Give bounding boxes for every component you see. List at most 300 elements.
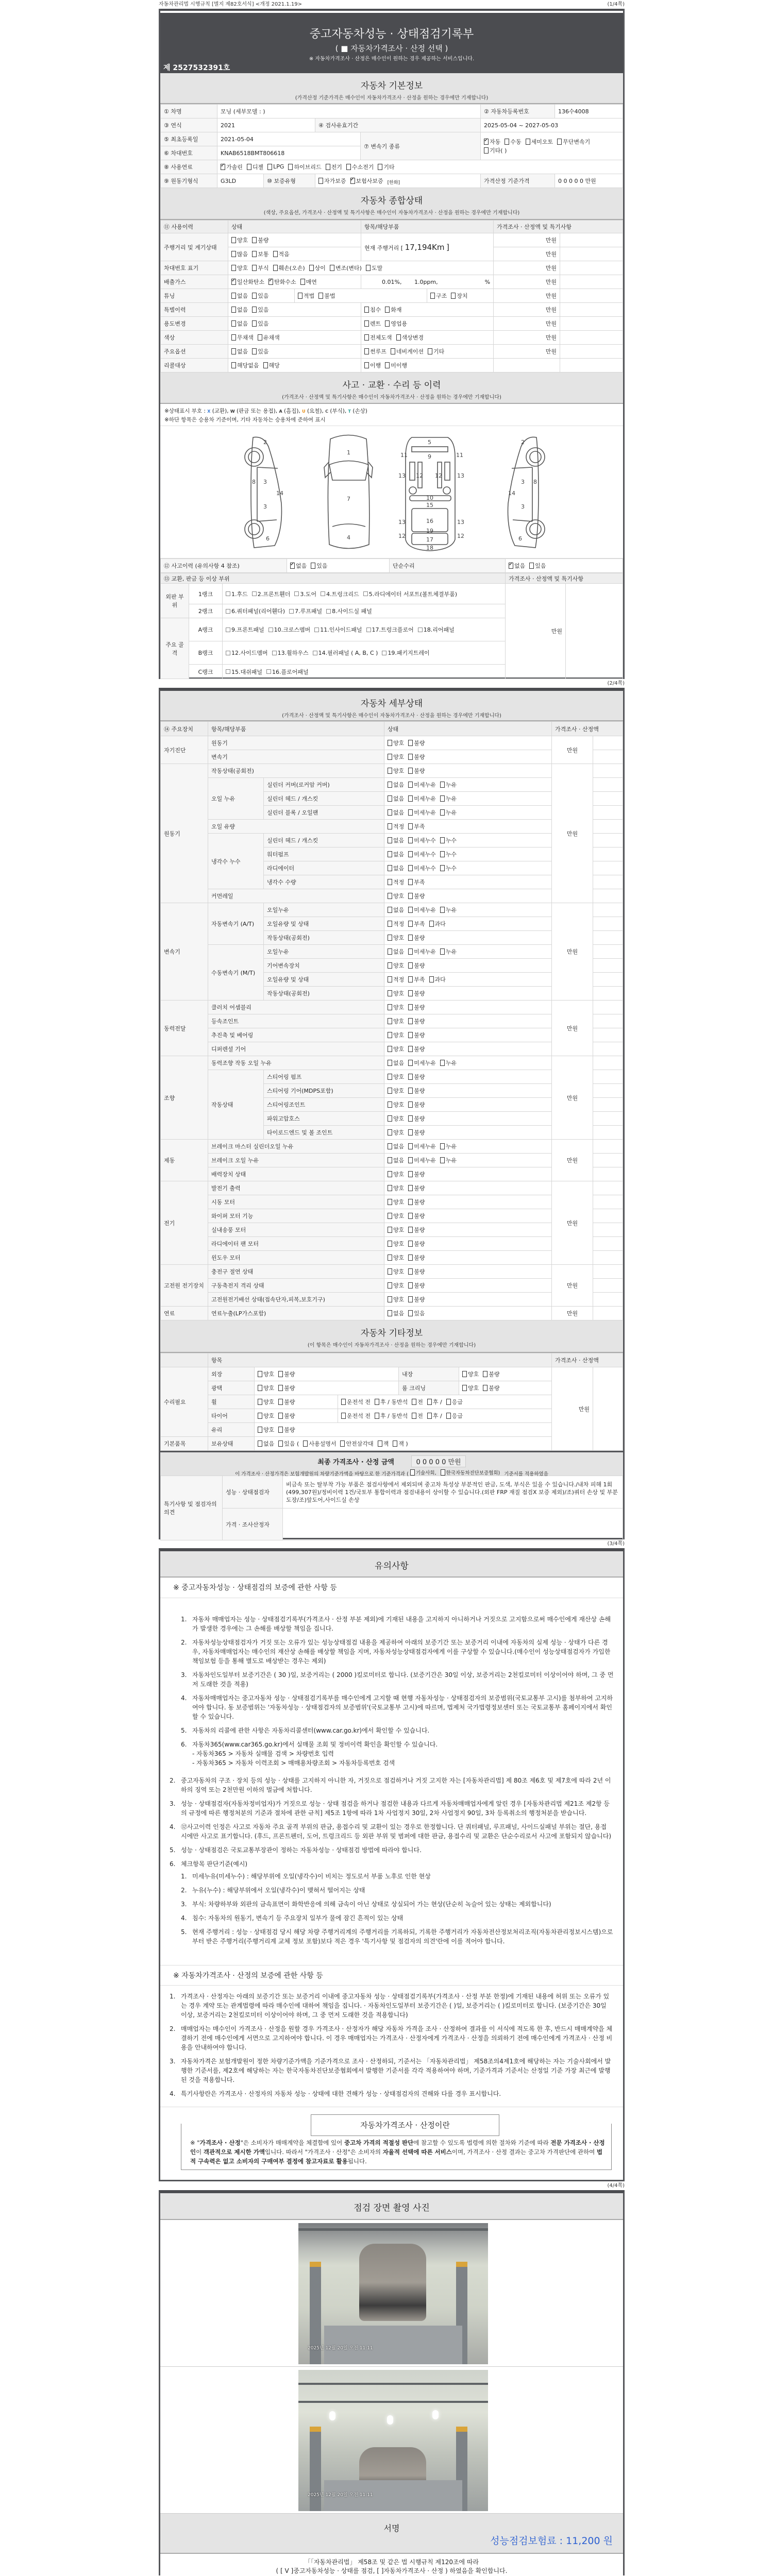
checkbox-option[interactable] bbox=[388, 1087, 404, 1095]
checkbox-icon[interactable] bbox=[341, 1413, 346, 1419]
checkbox-icon[interactable] bbox=[408, 962, 413, 969]
checkbox-icon[interactable] bbox=[226, 669, 230, 674]
checkbox-icon[interactable] bbox=[313, 651, 317, 655]
checkbox-icon[interactable] bbox=[388, 1199, 392, 1205]
remark-cell[interactable] bbox=[593, 1367, 623, 1451]
checkbox-option[interactable] bbox=[408, 934, 425, 942]
checkbox-icon[interactable] bbox=[231, 362, 236, 368]
checkbox-option[interactable] bbox=[408, 794, 436, 803]
checkbox-option[interactable] bbox=[446, 1398, 463, 1406]
remark-cell[interactable] bbox=[593, 1223, 623, 1237]
remark-cell[interactable] bbox=[593, 1237, 623, 1251]
checkbox-option[interactable] bbox=[341, 1412, 371, 1420]
checkbox-icon[interactable] bbox=[418, 628, 423, 632]
checkbox-option[interactable] bbox=[388, 1309, 404, 1317]
checkbox-option[interactable] bbox=[388, 1142, 404, 1150]
checkbox-checked-icon[interactable] bbox=[350, 178, 355, 184]
checkbox-icon[interactable] bbox=[366, 265, 371, 271]
checkbox-icon[interactable] bbox=[378, 1440, 382, 1447]
checkbox-icon[interactable] bbox=[388, 1282, 392, 1289]
checkbox-option[interactable] bbox=[268, 278, 296, 286]
checkbox-option[interactable] bbox=[363, 590, 457, 598]
checkbox-option[interactable] bbox=[231, 278, 264, 286]
checkbox-option[interactable] bbox=[483, 1384, 499, 1392]
checkbox-option[interactable] bbox=[408, 850, 436, 858]
checkbox-option[interactable] bbox=[278, 1398, 295, 1406]
checkbox-option[interactable] bbox=[258, 333, 280, 342]
checkbox-icon[interactable] bbox=[252, 265, 257, 271]
checkbox-option[interactable] bbox=[388, 1156, 404, 1164]
checkbox-option[interactable] bbox=[388, 1212, 404, 1220]
checkbox-option[interactable] bbox=[326, 163, 342, 171]
checkbox-option[interactable] bbox=[408, 1226, 425, 1234]
checkbox-icon[interactable] bbox=[388, 935, 392, 941]
checkbox-option[interactable] bbox=[388, 892, 404, 900]
checkbox-icon[interactable] bbox=[408, 865, 413, 871]
checkbox-option[interactable] bbox=[408, 1240, 425, 1248]
checkbox-icon[interactable] bbox=[231, 293, 236, 299]
checkbox-icon[interactable] bbox=[388, 1129, 392, 1136]
checkbox-option[interactable] bbox=[385, 319, 407, 328]
checkbox-icon[interactable] bbox=[483, 1371, 488, 1377]
checkbox-icon[interactable] bbox=[440, 795, 445, 802]
remark-cell[interactable] bbox=[593, 1028, 623, 1042]
checkbox-option[interactable] bbox=[226, 668, 262, 676]
checkbox-option[interactable] bbox=[272, 649, 309, 657]
checkbox-option[interactable] bbox=[388, 1128, 404, 1137]
checkbox-icon[interactable] bbox=[314, 628, 319, 632]
remark-cell[interactable] bbox=[593, 1181, 623, 1195]
checkbox-icon[interactable] bbox=[388, 948, 392, 955]
checkbox-icon[interactable] bbox=[393, 1440, 397, 1447]
checkbox-icon[interactable] bbox=[278, 1371, 283, 1377]
checkbox-option[interactable] bbox=[388, 1198, 404, 1206]
checkbox-option[interactable] bbox=[429, 975, 446, 984]
checkbox-option[interactable] bbox=[385, 361, 407, 369]
checkbox-option[interactable] bbox=[408, 878, 425, 886]
remark-cell[interactable] bbox=[560, 331, 623, 345]
remark-cell[interactable] bbox=[560, 317, 623, 331]
inspection-photo-rear[interactable] bbox=[298, 2370, 488, 2511]
checkbox-option[interactable] bbox=[427, 1412, 442, 1420]
checkbox-icon[interactable] bbox=[440, 1143, 445, 1149]
checkbox-option[interactable] bbox=[484, 146, 507, 155]
checkbox-option[interactable] bbox=[226, 625, 264, 634]
checkbox-option[interactable] bbox=[408, 1295, 425, 1303]
checkbox-icon[interactable] bbox=[408, 921, 413, 927]
checkbox-option[interactable] bbox=[266, 668, 309, 676]
checkbox-icon[interactable] bbox=[294, 591, 299, 596]
checkbox-icon[interactable] bbox=[309, 265, 314, 271]
checkbox-option[interactable] bbox=[408, 1045, 425, 1053]
checkbox-icon[interactable] bbox=[388, 893, 392, 899]
checkbox-option[interactable] bbox=[231, 319, 248, 328]
checkbox-option[interactable] bbox=[440, 808, 457, 817]
remark-cell[interactable] bbox=[566, 584, 623, 679]
checkbox-icon[interactable] bbox=[258, 334, 262, 341]
checkbox-icon[interactable] bbox=[408, 1115, 413, 1122]
checkbox-icon[interactable] bbox=[408, 948, 413, 955]
checkbox-icon[interactable] bbox=[388, 1018, 392, 1024]
checkbox-option[interactable] bbox=[408, 1170, 425, 1178]
checkbox-option[interactable] bbox=[408, 1017, 425, 1025]
remark-cell[interactable] bbox=[593, 945, 623, 959]
checkbox-option[interactable] bbox=[313, 649, 378, 657]
checkbox-icon[interactable] bbox=[484, 147, 489, 154]
remark-cell[interactable] bbox=[593, 917, 623, 931]
checkbox-checked-icon[interactable] bbox=[231, 279, 236, 285]
checkbox-icon[interactable] bbox=[226, 628, 230, 632]
checkbox-icon[interactable] bbox=[388, 740, 392, 746]
remark-cell[interactable] bbox=[593, 1279, 623, 1293]
checkbox-icon[interactable] bbox=[231, 348, 236, 354]
checkbox-icon[interactable] bbox=[408, 1046, 413, 1052]
checkbox-icon[interactable] bbox=[278, 1399, 283, 1405]
checkbox-icon[interactable] bbox=[451, 293, 456, 299]
checkbox-option[interactable] bbox=[258, 1412, 274, 1420]
checkbox-icon[interactable] bbox=[388, 1060, 392, 1066]
checkbox-option[interactable] bbox=[408, 892, 425, 900]
checkbox-icon[interactable] bbox=[388, 990, 392, 996]
checkbox-icon[interactable] bbox=[408, 990, 413, 996]
checkbox-option[interactable] bbox=[273, 264, 305, 272]
checkbox-icon[interactable] bbox=[364, 348, 369, 354]
checkbox-icon[interactable] bbox=[231, 265, 236, 271]
checkbox-icon[interactable] bbox=[412, 1399, 416, 1405]
checkbox-icon[interactable] bbox=[364, 307, 369, 313]
checkbox-icon[interactable] bbox=[483, 1385, 488, 1391]
checkbox-option[interactable] bbox=[408, 1073, 425, 1081]
checkbox-icon[interactable] bbox=[258, 1371, 262, 1377]
checkbox-option[interactable] bbox=[440, 1059, 457, 1067]
checkbox-option[interactable] bbox=[294, 590, 316, 598]
checkbox-icon[interactable] bbox=[391, 348, 395, 354]
checkbox-icon[interactable] bbox=[364, 362, 369, 368]
remark-cell[interactable] bbox=[593, 973, 623, 987]
checkbox-option[interactable] bbox=[290, 562, 307, 570]
checkbox-icon[interactable] bbox=[388, 851, 392, 857]
checkbox-icon[interactable] bbox=[388, 1157, 392, 1163]
checkbox-option[interactable] bbox=[529, 562, 546, 570]
checkbox-option[interactable] bbox=[231, 347, 248, 355]
checkbox-option[interactable] bbox=[388, 822, 404, 831]
checkbox-option[interactable] bbox=[408, 1114, 425, 1123]
checkbox-option[interactable] bbox=[408, 1128, 425, 1137]
checkbox-option[interactable] bbox=[388, 753, 404, 761]
checkbox-icon[interactable] bbox=[388, 782, 392, 788]
checkbox-icon[interactable] bbox=[408, 879, 413, 885]
checkbox-icon[interactable] bbox=[440, 837, 445, 843]
checkbox-icon[interactable] bbox=[311, 563, 315, 569]
remark-cell[interactable] bbox=[593, 1251, 623, 1265]
checkbox-option[interactable] bbox=[408, 767, 425, 775]
checkbox-option[interactable] bbox=[408, 1031, 425, 1039]
checkbox-option[interactable] bbox=[252, 292, 268, 300]
checkbox-option[interactable] bbox=[408, 1142, 436, 1150]
checkbox-option[interactable] bbox=[278, 1384, 295, 1392]
checkbox-icon[interactable] bbox=[408, 740, 413, 746]
checkbox-icon[interactable] bbox=[388, 1255, 392, 1261]
checkbox-option[interactable] bbox=[440, 850, 457, 858]
checkbox-option[interactable] bbox=[288, 163, 321, 171]
remark-cell[interactable] bbox=[593, 931, 623, 945]
checkbox-option[interactable] bbox=[388, 1073, 404, 1081]
checkbox-option[interactable] bbox=[267, 163, 284, 170]
checkbox-option[interactable] bbox=[388, 961, 404, 970]
checkbox-icon[interactable] bbox=[408, 809, 413, 816]
checkbox-option[interactable] bbox=[441, 1469, 500, 1476]
checkbox-option[interactable] bbox=[408, 1309, 425, 1317]
checkbox-icon[interactable] bbox=[408, 782, 413, 788]
checkbox-icon[interactable] bbox=[382, 651, 386, 655]
checkbox-icon[interactable] bbox=[363, 591, 368, 596]
checkbox-option[interactable] bbox=[408, 1059, 436, 1067]
checkbox-icon[interactable] bbox=[388, 1088, 392, 1094]
checkbox-option[interactable] bbox=[388, 1281, 404, 1290]
checkbox-option[interactable] bbox=[396, 333, 424, 342]
checkbox-icon[interactable] bbox=[388, 1213, 392, 1219]
checkbox-option[interactable] bbox=[300, 278, 317, 286]
checkbox-icon[interactable] bbox=[408, 1143, 413, 1149]
checkbox-option[interactable] bbox=[393, 1439, 408, 1448]
remark-cell[interactable] bbox=[560, 289, 623, 303]
checkbox-option[interactable] bbox=[268, 625, 311, 634]
checkbox-option[interactable] bbox=[388, 1059, 404, 1067]
checkbox-icon[interactable] bbox=[408, 1199, 413, 1205]
checkbox-icon[interactable] bbox=[446, 1399, 451, 1405]
checkbox-icon[interactable] bbox=[408, 1310, 413, 1316]
checkbox-icon[interactable] bbox=[440, 851, 445, 857]
checkbox-icon[interactable] bbox=[258, 1440, 262, 1447]
checkbox-option[interactable] bbox=[408, 739, 425, 747]
remark-cell[interactable] bbox=[593, 1056, 623, 1070]
checkbox-icon[interactable] bbox=[462, 1385, 467, 1391]
checkbox-option[interactable] bbox=[330, 264, 362, 272]
checkbox-icon[interactable] bbox=[378, 164, 382, 170]
checkbox-option[interactable] bbox=[440, 864, 457, 872]
checkbox-icon[interactable] bbox=[440, 1157, 445, 1163]
remark-cell[interactable] bbox=[593, 1001, 623, 1014]
checkbox-icon[interactable] bbox=[396, 334, 401, 341]
checkbox-option[interactable] bbox=[388, 1184, 404, 1192]
checkbox-icon[interactable] bbox=[388, 1241, 392, 1247]
checkbox-icon[interactable] bbox=[278, 1427, 283, 1433]
checkbox-icon[interactable] bbox=[226, 609, 230, 614]
checkbox-icon[interactable] bbox=[258, 1427, 262, 1433]
checkbox-option[interactable] bbox=[252, 236, 268, 244]
checkbox-option[interactable] bbox=[440, 781, 457, 789]
checkbox-icon[interactable] bbox=[462, 1371, 467, 1377]
checkbox-option[interactable] bbox=[341, 1398, 371, 1406]
checkbox-icon[interactable] bbox=[408, 893, 413, 899]
checkbox-option[interactable] bbox=[388, 808, 404, 817]
checkbox-option[interactable] bbox=[440, 794, 457, 803]
checkbox-icon[interactable] bbox=[408, 795, 413, 802]
checkbox-option[interactable] bbox=[258, 1370, 274, 1378]
checkbox-icon[interactable] bbox=[408, 1032, 413, 1038]
checkbox-option[interactable] bbox=[440, 1142, 457, 1150]
checkbox-option[interactable] bbox=[221, 163, 243, 171]
checkbox-option[interactable] bbox=[388, 794, 404, 803]
remark-cell[interactable] bbox=[593, 792, 623, 806]
checkbox-icon[interactable] bbox=[408, 1129, 413, 1136]
checkbox-icon[interactable] bbox=[408, 976, 413, 982]
checkbox-option[interactable] bbox=[364, 306, 381, 314]
checkbox-icon[interactable] bbox=[388, 879, 392, 885]
checkbox-option[interactable] bbox=[252, 264, 268, 272]
checkbox-icon[interactable] bbox=[326, 164, 330, 170]
checkbox-icon[interactable] bbox=[231, 237, 236, 243]
checkbox-icon[interactable] bbox=[364, 334, 369, 341]
checkbox-icon[interactable] bbox=[408, 1296, 413, 1302]
checkbox-icon[interactable] bbox=[289, 609, 294, 614]
checkbox-icon[interactable] bbox=[388, 1310, 392, 1316]
remark-cell[interactable] bbox=[560, 247, 623, 261]
checkbox-icon[interactable] bbox=[278, 1413, 283, 1419]
checkbox-option[interactable] bbox=[252, 319, 268, 328]
checkbox-icon[interactable] bbox=[388, 809, 392, 816]
checkbox-option[interactable] bbox=[388, 934, 404, 942]
checkbox-option[interactable] bbox=[364, 319, 381, 328]
checkbox-option[interactable] bbox=[388, 1240, 404, 1248]
checkbox-option[interactable] bbox=[231, 236, 248, 244]
checkbox-option[interactable] bbox=[462, 1370, 479, 1378]
checkbox-option[interactable] bbox=[226, 607, 285, 615]
checkbox-option[interactable] bbox=[408, 1003, 425, 1011]
checkbox-icon[interactable] bbox=[408, 1255, 413, 1261]
checkbox-option[interactable] bbox=[408, 1184, 425, 1192]
checkbox-icon[interactable] bbox=[388, 865, 392, 871]
checkbox-icon[interactable] bbox=[440, 1060, 445, 1066]
checkbox-icon[interactable] bbox=[385, 320, 390, 327]
checkbox-icon[interactable] bbox=[388, 1171, 392, 1177]
checkbox-icon[interactable] bbox=[330, 265, 334, 271]
checkbox-option[interactable] bbox=[364, 347, 386, 355]
checkbox-icon[interactable] bbox=[318, 293, 323, 299]
checkbox-icon[interactable] bbox=[440, 907, 445, 913]
checkbox-icon[interactable] bbox=[408, 837, 413, 843]
checkbox-icon[interactable] bbox=[388, 837, 392, 843]
checkbox-icon[interactable] bbox=[388, 1032, 392, 1038]
checkbox-option[interactable] bbox=[318, 292, 335, 300]
checkbox-option[interactable] bbox=[462, 1384, 479, 1392]
checkbox-icon[interactable] bbox=[408, 1268, 413, 1275]
checkbox-icon[interactable] bbox=[408, 1088, 413, 1094]
checkbox-option[interactable] bbox=[231, 250, 248, 258]
checkbox-option[interactable] bbox=[388, 920, 404, 928]
checkbox-option[interactable] bbox=[430, 292, 447, 300]
checkbox-option[interactable] bbox=[258, 1439, 274, 1448]
checkbox-icon[interactable] bbox=[428, 348, 432, 354]
checkbox-option[interactable] bbox=[408, 975, 425, 984]
checkbox-icon[interactable] bbox=[408, 1241, 413, 1247]
checkbox-option[interactable] bbox=[388, 1253, 404, 1262]
checkbox-option[interactable] bbox=[231, 264, 248, 272]
checkbox-option[interactable] bbox=[231, 333, 254, 342]
remark-cell[interactable] bbox=[593, 1154, 623, 1167]
checkbox-option[interactable] bbox=[388, 739, 404, 747]
remark-cell[interactable] bbox=[593, 834, 623, 848]
checkbox-icon[interactable] bbox=[267, 164, 272, 170]
checkbox-option[interactable] bbox=[446, 1412, 463, 1420]
checkbox-option[interactable] bbox=[410, 1469, 436, 1476]
checkbox-option[interactable] bbox=[382, 649, 429, 657]
checkbox-icon[interactable] bbox=[526, 139, 530, 145]
checkbox-option[interactable] bbox=[388, 906, 404, 914]
checkbox-icon[interactable] bbox=[446, 1413, 451, 1419]
checkbox-option[interactable] bbox=[388, 975, 404, 984]
checkbox-icon[interactable] bbox=[429, 921, 434, 927]
checkbox-icon[interactable] bbox=[408, 1213, 413, 1219]
checkbox-icon[interactable] bbox=[340, 1440, 345, 1447]
checkbox-icon[interactable] bbox=[440, 782, 445, 788]
remark-cell[interactable] bbox=[593, 1293, 623, 1307]
checkbox-option[interactable] bbox=[258, 1426, 274, 1434]
checkbox-option[interactable] bbox=[278, 1426, 295, 1434]
checkbox-icon[interactable] bbox=[341, 1399, 346, 1405]
checkbox-option[interactable] bbox=[388, 850, 404, 858]
remark-cell[interactable] bbox=[593, 1084, 623, 1098]
checkbox-icon[interactable] bbox=[321, 591, 325, 596]
checkbox-option[interactable] bbox=[231, 292, 248, 300]
checkbox-option[interactable] bbox=[408, 947, 436, 956]
remark-cell[interactable] bbox=[560, 303, 623, 317]
checkbox-option[interactable] bbox=[388, 1003, 404, 1011]
checkbox-icon[interactable] bbox=[388, 1004, 392, 1010]
checkbox-checked-icon[interactable] bbox=[268, 279, 273, 285]
remark-cell[interactable] bbox=[593, 1265, 623, 1279]
checkbox-icon[interactable] bbox=[268, 628, 273, 632]
checkbox-option[interactable] bbox=[252, 347, 268, 355]
checkbox-icon[interactable] bbox=[408, 1185, 413, 1191]
checkbox-option[interactable] bbox=[388, 1295, 404, 1303]
checkbox-option[interactable] bbox=[388, 878, 404, 886]
checkbox-checked-icon[interactable] bbox=[509, 563, 513, 569]
checkbox-icon[interactable] bbox=[252, 251, 257, 257]
checkbox-icon[interactable] bbox=[408, 754, 413, 760]
checkbox-icon[interactable] bbox=[408, 1282, 413, 1289]
checkbox-option[interactable] bbox=[385, 306, 401, 314]
checkbox-option[interactable] bbox=[311, 562, 327, 570]
checkbox-icon[interactable] bbox=[226, 651, 230, 655]
checkbox-option[interactable] bbox=[388, 1045, 404, 1053]
remark-cell[interactable] bbox=[593, 1307, 623, 1320]
checkbox-icon[interactable] bbox=[364, 320, 369, 327]
remark-cell[interactable] bbox=[593, 736, 623, 750]
checkbox-option[interactable] bbox=[252, 250, 268, 258]
remark-cell[interactable] bbox=[593, 875, 623, 889]
checkbox-icon[interactable] bbox=[529, 563, 534, 569]
checkbox-option[interactable] bbox=[440, 836, 457, 844]
checkbox-option[interactable] bbox=[388, 989, 404, 997]
checkbox-icon[interactable] bbox=[388, 907, 392, 913]
checkbox-option[interactable] bbox=[408, 1087, 425, 1095]
remark-cell[interactable] bbox=[593, 778, 623, 792]
remark-cell[interactable] bbox=[593, 1126, 623, 1140]
checkbox-icon[interactable] bbox=[388, 1268, 392, 1275]
checkbox-icon[interactable] bbox=[303, 1440, 308, 1447]
checkbox-option[interactable] bbox=[278, 1412, 295, 1420]
checkbox-option[interactable] bbox=[388, 767, 404, 775]
checkbox-icon[interactable] bbox=[300, 279, 305, 285]
checkbox-icon[interactable] bbox=[273, 265, 278, 271]
checkbox-icon[interactable] bbox=[273, 251, 278, 257]
checkbox-option[interactable] bbox=[226, 649, 268, 657]
checkbox-option[interactable] bbox=[303, 1439, 336, 1448]
checkbox-icon[interactable] bbox=[388, 1115, 392, 1122]
checkbox-option[interactable] bbox=[408, 1267, 425, 1276]
checkbox-icon[interactable] bbox=[408, 1157, 413, 1163]
